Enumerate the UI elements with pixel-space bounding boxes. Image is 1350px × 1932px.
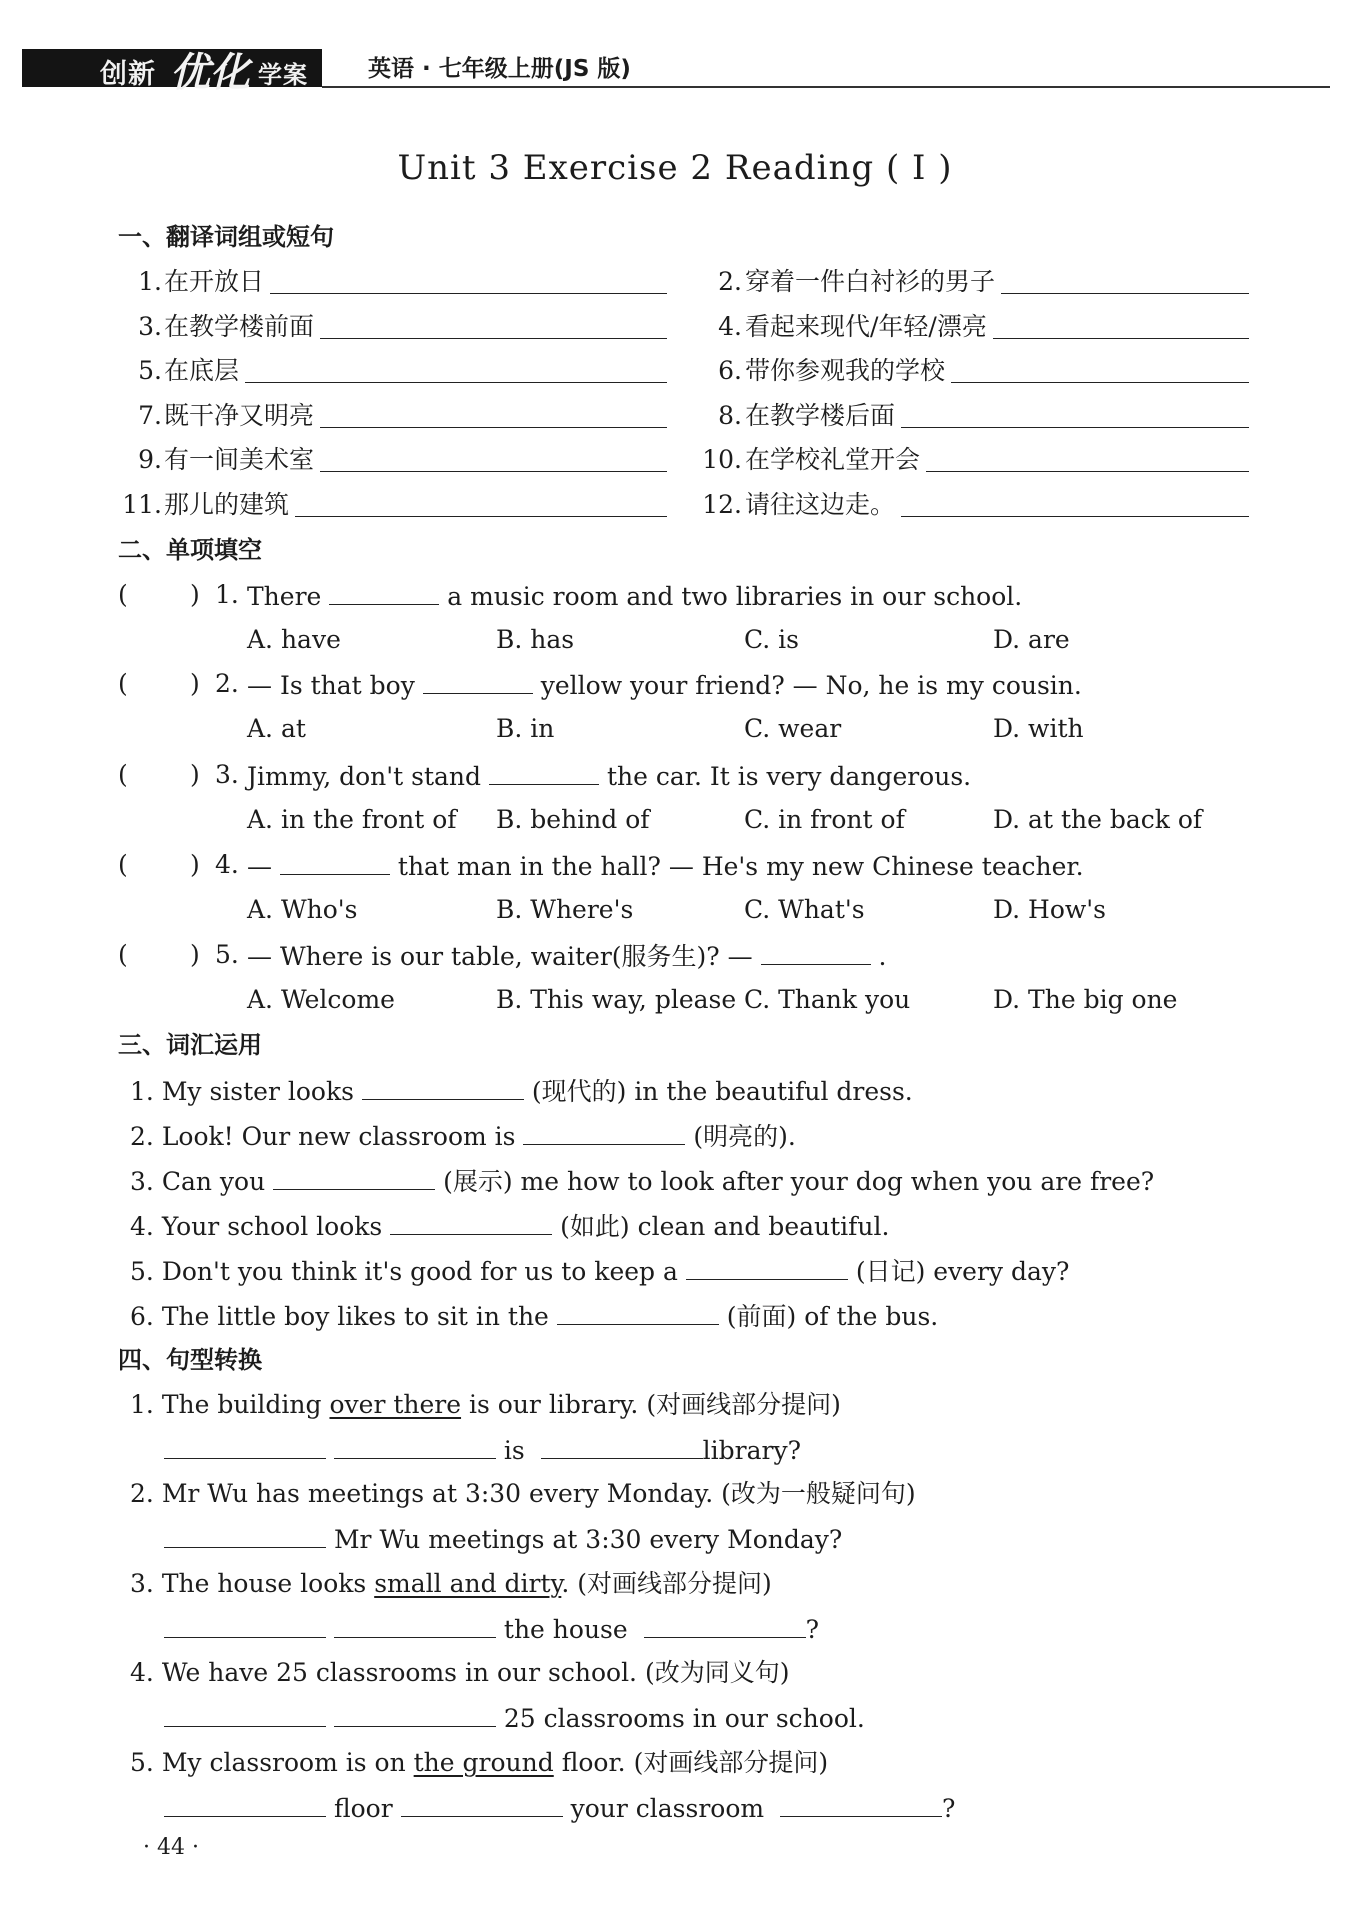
item-number: 2. <box>718 267 742 296</box>
item-number: 9. <box>138 445 162 474</box>
answer-blank[interactable] <box>423 669 533 694</box>
sentence-post: . (对画线部分提问) <box>561 1569 772 1598</box>
item-number: 6. <box>718 356 742 385</box>
option-a[interactable]: A. have <box>247 625 341 654</box>
answer-paren-open[interactable]: ( <box>118 760 128 789</box>
transform-item <box>130 1748 828 1778</box>
option-d[interactable]: D. at the back of <box>993 805 1203 834</box>
option-d[interactable]: D. The big one <box>993 985 1178 1014</box>
vocab-item <box>130 1075 913 1107</box>
transform-item <box>130 1390 841 1420</box>
question-number: 1. <box>215 580 239 609</box>
answer-paren-open[interactable]: ( <box>118 580 128 609</box>
item-number: 3. <box>130 1569 154 1598</box>
item-number: 12. <box>702 490 742 519</box>
sentence-pre: Mr Wu has meetings at 3:30 every Monday. (改为一般疑问句) <box>161 1479 916 1508</box>
sentence-pre: Your school looks <box>161 1212 383 1241</box>
option-d[interactable]: D. with <box>993 714 1084 743</box>
item-number: 3. <box>130 1167 154 1196</box>
underlined-phrase: small and dirty <box>374 1569 562 1598</box>
answer-fixed-word: Mr Wu <box>333 1525 421 1554</box>
item-number: 10. <box>702 445 742 474</box>
question-stem-post: the car. It is very dangerous. <box>606 762 972 791</box>
sentence-pre: The house looks <box>161 1569 367 1598</box>
section2-heading: 二、单项填空 <box>118 536 262 564</box>
answer-paren-open[interactable]: ( <box>118 940 128 969</box>
question-text <box>247 669 1082 701</box>
question-text <box>247 940 887 972</box>
question-stem-post: a music room and two libraries in our school. <box>447 582 1023 611</box>
item-number: 3. <box>138 312 162 341</box>
option-d[interactable]: D. are <box>993 625 1070 654</box>
item-number: 7. <box>138 401 162 430</box>
vocab-item <box>130 1300 938 1332</box>
answer-blank[interactable] <box>401 1792 563 1817</box>
answer-fixed-word: your classroom <box>570 1794 765 1823</box>
question-stem-pre: There <box>247 582 322 611</box>
answer-fixed-word: library? <box>702 1436 801 1465</box>
section3-heading: 三、词汇运用 <box>118 1031 262 1059</box>
item-number: 1. <box>138 267 162 296</box>
answer-line-row <box>164 1613 819 1645</box>
translation-item <box>0 445 1350 475</box>
question-stem-post: yellow your friend? — No, he is my cousin. <box>540 671 1082 700</box>
answer-paren-close[interactable]: ) <box>190 760 200 789</box>
option-b[interactable]: B. behind of <box>496 805 650 834</box>
item-prompt: 在教学楼前面 <box>164 312 315 341</box>
sentence-post: (明亮的). <box>693 1122 796 1151</box>
translation-item <box>0 312 1350 342</box>
sentence-post: (前面) of the bus. <box>726 1302 939 1331</box>
answer-blank[interactable] <box>557 1300 719 1325</box>
option-a[interactable]: A. Who's <box>247 895 358 924</box>
answer-line[interactable] <box>901 427 1249 428</box>
options-row <box>0 985 1350 1015</box>
item-number: 6. <box>130 1302 154 1331</box>
answer-paren-close[interactable]: ) <box>190 580 200 609</box>
sentence-pre: Can you <box>161 1167 266 1196</box>
question-row <box>0 669 1350 699</box>
answer-blank[interactable] <box>686 1255 848 1280</box>
answer-fixed-word: meetings at 3:30 every Monday? <box>428 1525 843 1554</box>
option-c[interactable]: C. Thank you <box>744 985 911 1014</box>
answer-blank[interactable] <box>329 580 439 605</box>
vocab-item <box>130 1165 1154 1197</box>
answer-fixed-word: the house <box>503 1615 628 1644</box>
item-prompt: 请往这边走。 <box>745 490 896 519</box>
question-stem-pre: — Where is our table, waiter(服务生)? — <box>247 942 753 971</box>
question-text <box>247 760 971 792</box>
brand-suffix: 学案 <box>258 61 308 89</box>
item-prompt: 带你参观我的学校 <box>745 356 946 385</box>
section1-heading: 一、翻译词组或短句 <box>118 223 334 251</box>
item-number: 5. <box>130 1257 154 1286</box>
options-row <box>0 895 1350 925</box>
question-number: 3. <box>215 760 239 789</box>
header-rule <box>322 86 1330 88</box>
options-row <box>0 625 1350 655</box>
sentence-post: (如此) clean and beautiful. <box>560 1212 890 1241</box>
option-a[interactable]: A. at <box>247 714 306 743</box>
answer-line[interactable] <box>901 516 1249 517</box>
answer-line[interactable] <box>926 471 1249 472</box>
item-number: 11. <box>122 490 162 519</box>
vocab-item <box>130 1210 889 1242</box>
answer-line-row <box>164 1523 842 1555</box>
option-d[interactable]: D. How's <box>993 895 1107 924</box>
answer-blank[interactable] <box>780 1792 942 1817</box>
item-number: 4. <box>718 312 742 341</box>
option-c[interactable]: C. is <box>744 625 799 654</box>
options-row <box>0 714 1350 744</box>
question-number: 4. <box>215 850 239 879</box>
option-c[interactable]: C. What's <box>744 895 865 924</box>
sentence-pre: The building <box>161 1390 322 1419</box>
item-number: 1. <box>130 1077 154 1106</box>
sentence-pre: The little boy likes to sit in the <box>161 1302 549 1331</box>
answer-paren-open[interactable]: ( <box>118 669 128 698</box>
option-b[interactable]: B. Where's <box>496 895 634 924</box>
answer-blank[interactable] <box>164 1792 326 1817</box>
question-stem-post: that man in the hall? — He's my new Chinese teacher. <box>397 852 1084 881</box>
question-number: 2. <box>215 669 239 698</box>
answer-line-row <box>164 1702 865 1734</box>
answer-blank[interactable] <box>280 850 390 875</box>
answer-blank[interactable] <box>334 1613 496 1638</box>
question-row <box>0 760 1350 790</box>
section4-heading: 四、句型转换 <box>118 1346 262 1374</box>
answer-blank[interactable] <box>164 1523 326 1548</box>
sentence-pre: Don't you think it's good for us to keep a <box>161 1257 678 1286</box>
answer-paren-close[interactable]: ) <box>190 940 200 969</box>
item-prompt: 看起来现代/年轻/漂亮 <box>745 312 987 341</box>
question-number: 5. <box>215 940 239 969</box>
answer-blank[interactable] <box>273 1165 435 1190</box>
item-number: 4. <box>130 1658 154 1687</box>
question-text <box>247 580 1022 612</box>
item-prompt: 在底层 <box>164 356 240 385</box>
item-number: 4. <box>130 1212 154 1241</box>
transform-item <box>130 1658 789 1688</box>
item-prompt: 那儿的建筑 <box>164 490 290 519</box>
sentence-post: is our library. (对画线部分提问) <box>469 1390 841 1419</box>
answer-line[interactable] <box>993 338 1249 339</box>
answer-blank[interactable] <box>164 1434 326 1459</box>
answer-line[interactable] <box>1001 293 1249 294</box>
sentence-post: (展示) me how to look after your dog when you are free? <box>443 1167 1155 1196</box>
answer-line-row <box>164 1434 801 1466</box>
sentence-pre: Look! Our new classroom is <box>161 1122 516 1151</box>
item-number: 5. <box>130 1748 154 1777</box>
transform-item <box>130 1479 916 1509</box>
answer-blank[interactable] <box>523 1120 685 1145</box>
answer-fixed-word: floor <box>333 1794 393 1823</box>
option-a[interactable]: A. in the front of <box>247 805 457 834</box>
answer-blank[interactable] <box>390 1210 552 1235</box>
page-number: · 44 · <box>143 1835 199 1860</box>
answer-blank[interactable] <box>164 1613 326 1638</box>
answer-blank[interactable] <box>541 1434 703 1459</box>
underlined-phrase: the ground <box>413 1748 554 1777</box>
answer-fixed-word: ? <box>805 1615 819 1644</box>
answer-blank[interactable] <box>334 1434 496 1459</box>
question-text <box>247 850 1084 882</box>
item-prompt: 有一间美术室 <box>164 445 315 474</box>
item-number: 8. <box>718 401 742 430</box>
item-number: 2. <box>130 1122 154 1151</box>
answer-fixed-word: is <box>503 1436 525 1465</box>
item-number: 2. <box>130 1479 154 1508</box>
question-row <box>0 850 1350 880</box>
book-title: 英语 · 七年级上册(JS 版) <box>368 56 631 82</box>
question-stem-post: . <box>878 942 887 971</box>
question-stem-pre: Jimmy, don't stand <box>247 762 482 791</box>
answer-paren-close[interactable]: ) <box>190 669 200 698</box>
answer-blank[interactable] <box>334 1702 496 1727</box>
underlined-phrase: over there <box>329 1390 462 1419</box>
sentence-post: (日记) every day? <box>855 1257 1070 1286</box>
question-stem-pre: — <box>247 852 272 881</box>
brand-prefix: 创新 <box>100 59 156 90</box>
sentence-pre: My classroom is on <box>161 1748 406 1777</box>
item-prompt: 在开放日 <box>164 267 265 296</box>
option-a[interactable]: A. Welcome <box>247 985 395 1014</box>
option-c[interactable]: C. in front of <box>744 805 905 834</box>
vocab-item <box>130 1120 796 1152</box>
option-b[interactable]: B. in <box>496 714 555 743</box>
options-row <box>0 805 1350 835</box>
answer-line-row <box>164 1792 955 1824</box>
item-prompt: 在教学楼后面 <box>745 401 896 430</box>
page-title: Unit 3 Exercise 2 Reading ( Ⅰ ) <box>397 148 953 188</box>
transform-item <box>130 1569 772 1599</box>
answer-blank[interactable] <box>362 1075 524 1100</box>
answer-blank[interactable] <box>644 1613 806 1638</box>
question-row <box>0 580 1350 610</box>
option-b[interactable]: B. has <box>496 625 575 654</box>
translation-item <box>0 490 1350 520</box>
answer-paren-open[interactable]: ( <box>118 850 128 879</box>
answer-line[interactable] <box>951 382 1249 383</box>
brand-highlight: 优化 <box>170 49 250 96</box>
item-prompt: 既干净又明亮 <box>164 401 315 430</box>
sentence-post: floor. (对画线部分提问) <box>561 1748 829 1777</box>
answer-blank[interactable] <box>164 1702 326 1727</box>
brand-banner <box>22 49 322 96</box>
option-b[interactable]: B. This way, please <box>496 985 737 1014</box>
item-number: 5. <box>138 356 162 385</box>
option-c[interactable]: C. wear <box>744 714 842 743</box>
question-row <box>0 940 1350 970</box>
question-stem-pre: — Is that boy <box>247 671 415 700</box>
item-number: 1. <box>130 1390 154 1419</box>
sentence-pre: My sister looks <box>161 1077 354 1106</box>
translation-item <box>0 267 1350 297</box>
answer-blank[interactable] <box>761 940 871 965</box>
answer-paren-close[interactable]: ) <box>190 850 200 879</box>
sentence-post: (现代的) in the beautiful dress. <box>531 1077 913 1106</box>
item-prompt: 穿着一件白衬衫的男子 <box>745 267 996 296</box>
translation-item <box>0 401 1350 431</box>
answer-blank[interactable] <box>489 760 599 785</box>
translation-item <box>0 356 1350 386</box>
vocab-item <box>130 1255 1069 1287</box>
answer-fixed-word: ? <box>942 1794 956 1823</box>
answer-fixed-word: 25 classrooms in our school. <box>503 1704 865 1733</box>
sentence-pre: We have 25 classrooms in our school. (改为同义句) <box>161 1658 790 1687</box>
item-prompt: 在学校礼堂开会 <box>745 445 921 474</box>
